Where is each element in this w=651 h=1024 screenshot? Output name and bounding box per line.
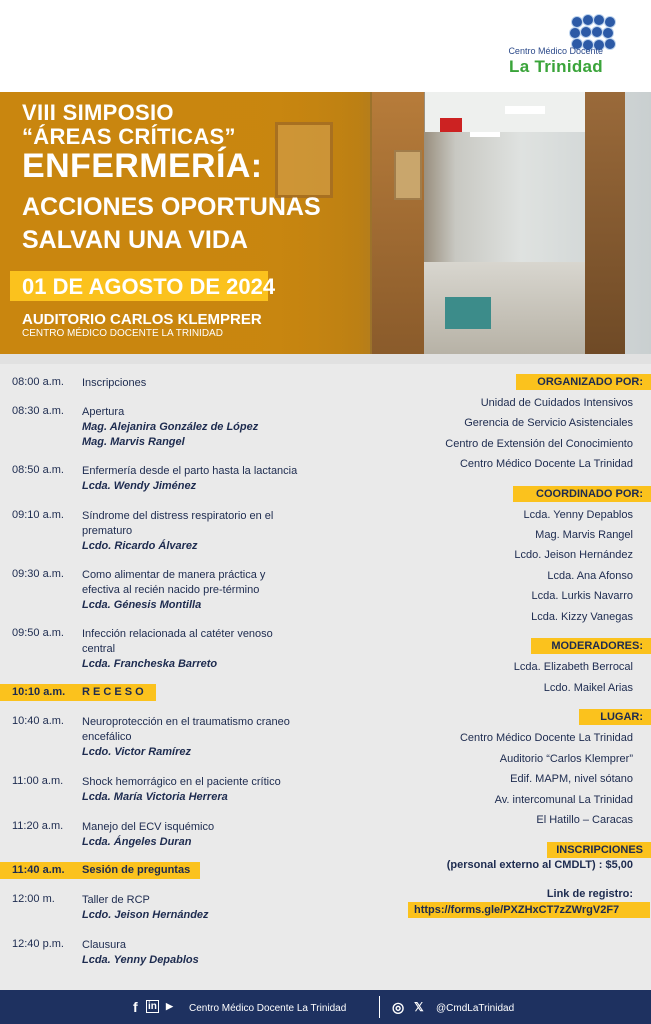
organizado-title: ORGANIZADO POR: <box>537 376 643 388</box>
program-time: 11:00 a.m. <box>12 775 64 787</box>
hero-photo-lamp <box>505 106 545 114</box>
program-speaker: Lcda. Wendy Jiménez <box>82 480 197 492</box>
program-time: 12:00 m. <box>12 893 55 905</box>
program-time: 09:30 a.m. <box>12 568 64 580</box>
hero-photo-window <box>394 150 422 200</box>
coordinado-header <box>513 486 651 502</box>
program-speaker: Lcda. María Victoria Herrera <box>82 791 228 803</box>
inscripciones-fee: (personal externo al CMDLT) : $5,00 <box>446 859 633 871</box>
organizer-item: Gerencia de Servicio Asistenciales <box>464 417 633 429</box>
recess-label: R E C E S O <box>82 686 144 698</box>
top-header <box>0 0 651 92</box>
program-title: Apertura <box>82 406 125 418</box>
program-speaker: Lcdo. Ricardo Álvarez <box>82 540 198 552</box>
program-title: Shock hemorrágico en el paciente crítico <box>82 776 281 788</box>
hero-photo-door <box>585 92 625 354</box>
inscripciones-header <box>547 842 651 858</box>
moderator-item: Lcdo. Maikel Arias <box>543 682 633 694</box>
program-title: Taller de RCP <box>82 894 150 906</box>
organizer-item: Unidad de Cuidados Intensivos <box>480 397 633 409</box>
facebook-icon[interactable]: f <box>133 999 138 1015</box>
institution-logo <box>463 12 633 82</box>
event-name: “ÁREAS CRÍTICAS” <box>22 124 236 149</box>
program-title: Manejo del ECV isquémico <box>82 821 215 833</box>
coordinator-item: Lcdo. Jeison Hernández <box>514 549 633 561</box>
logo-title: La Trinidad <box>509 57 603 76</box>
program-speaker: Lcda. Yenny Depablos <box>82 954 199 966</box>
program-title: Como alimentar de manera práctica y efectiva al recién nacido pre-término <box>82 569 266 596</box>
event-edition: VIII SIMPOSIO <box>22 100 174 125</box>
section-stripe <box>0 354 651 364</box>
location-item: El Hatillo – Caracas <box>536 814 633 826</box>
questions-bar <box>0 862 200 879</box>
program-speaker: Lcdo. Jeison Hernández <box>82 909 209 921</box>
program-time: 08:00 a.m. <box>12 376 64 388</box>
moderator-item: Lcda. Elizabeth Berrocal <box>513 661 633 673</box>
program-time: 11:20 a.m. <box>12 820 64 832</box>
organizer-item: Centro de Extensión del Conocimiento <box>445 438 633 450</box>
program-title: Síndrome del distress respiratorio en el prematuro <box>82 510 274 537</box>
organizer-item: Centro Médico Docente La Trinidad <box>459 458 633 470</box>
questions-label: Sesión de preguntas <box>82 864 191 876</box>
program-time: 08:50 a.m. <box>12 464 64 476</box>
questions-time: 11:40 a.m. <box>12 864 65 876</box>
program-time: 10:40 a.m. <box>12 715 64 727</box>
hero-banner <box>0 92 651 354</box>
lugar-header <box>579 709 651 725</box>
program-time: 09:50 a.m. <box>12 627 64 639</box>
hero-photo-exit-sign <box>440 118 462 132</box>
program-title: Clausura <box>82 939 127 951</box>
instagram-icon[interactable]: ◎ <box>392 999 405 1015</box>
event-date-bar <box>10 271 276 301</box>
moderadores-title: MODERADORES: <box>551 640 643 652</box>
program-title: Inscripciones <box>82 377 147 389</box>
inscripciones-title: INSCRIPCIONES <box>556 844 643 856</box>
program-speaker: Mag. Marvis Rangel <box>82 436 185 448</box>
coordinator-item: Lcda. Ana Afonso <box>547 570 633 582</box>
program-time: 08:30 a.m. <box>12 405 64 417</box>
program-speaker: Lcda. Génesis Montilla <box>82 599 202 611</box>
organizado-header <box>516 374 651 390</box>
coordinator-item: Lcda. Lurkis Navarro <box>531 590 633 602</box>
program-speaker: Lcda. Ángeles Duran <box>82 836 192 848</box>
program-title: Enfermería desde el parto hasta la lactancia <box>82 465 298 477</box>
venue-subtitle: CENTRO MÉDICO DOCENTE LA TRINIDAD <box>22 328 223 339</box>
event-title: ENFERMERÍA: <box>22 147 263 185</box>
event-tagline-2: SALVAN UNA VIDA <box>22 226 248 254</box>
hero-photo-lamp <box>470 132 500 137</box>
program-time: 09:10 a.m. <box>12 509 64 521</box>
location-item: Edif. MAPM, nivel sótano <box>510 773 633 785</box>
lugar-title: LUGAR: <box>600 711 643 723</box>
program-speaker: Lcdo. Victor Ramírez <box>82 746 192 758</box>
coordinado-title: COORDINADO POR: <box>536 488 643 500</box>
x-icon[interactable]: 𝕏 <box>414 1000 424 1014</box>
footer-handle[interactable]: @CmdLaTrinidad <box>436 1003 515 1014</box>
youtube-icon[interactable]: ▶ <box>166 1001 173 1011</box>
program-title: Infección relacionada al catéter venoso central <box>82 628 273 655</box>
hero-photo-window <box>275 122 333 198</box>
location-item: Av. intercomunal La Trinidad <box>494 794 633 806</box>
linkedin-icon[interactable]: in <box>148 1001 157 1012</box>
hero-photo-desk <box>445 297 491 329</box>
logo-subtitle: Centro Médico Docente <box>508 46 603 56</box>
recess-time: 10:10 a.m. <box>12 686 66 698</box>
program-time: 12:40 p.m. <box>12 938 64 950</box>
recess-bar <box>0 684 156 701</box>
moderadores-header <box>531 638 651 654</box>
registration-link[interactable]: https://forms.gle/PXZHxCT7zZWrgV2F7 <box>414 904 620 916</box>
program-title: Neuroprotección en el traumatismo craneo encefálico <box>82 716 290 743</box>
hero-photo-door <box>372 92 424 354</box>
registration-link-label: Link de registro: <box>546 888 633 900</box>
coordinator-item: Lcda. Yenny Depablos <box>523 509 633 521</box>
program-speaker: Mag. Alejanira González de López <box>82 421 259 433</box>
registration-link-bar[interactable] <box>408 902 650 918</box>
coordinator-item: Lcda. Kizzy Vanegas <box>531 611 633 623</box>
footer-divider <box>379 996 380 1018</box>
event-date: 01 DE AGOSTO DE 2024 <box>22 274 276 299</box>
location-item: Auditorio “Carlos Klemprer” <box>499 753 633 765</box>
coordinator-item: Mag. Marvis Rangel <box>535 529 633 541</box>
location-item: Centro Médico Docente La Trinidad <box>459 732 633 744</box>
footer-bar <box>0 990 651 1024</box>
footer-org-name: Centro Médico Docente La Trinidad <box>189 1003 347 1014</box>
program-speaker: Lcda. Francheska Barreto <box>82 658 218 670</box>
event-tagline-1: ACCIONES OPORTUNAS <box>22 193 321 221</box>
venue-name: AUDITORIO CARLOS KLEMPRER <box>22 311 262 328</box>
